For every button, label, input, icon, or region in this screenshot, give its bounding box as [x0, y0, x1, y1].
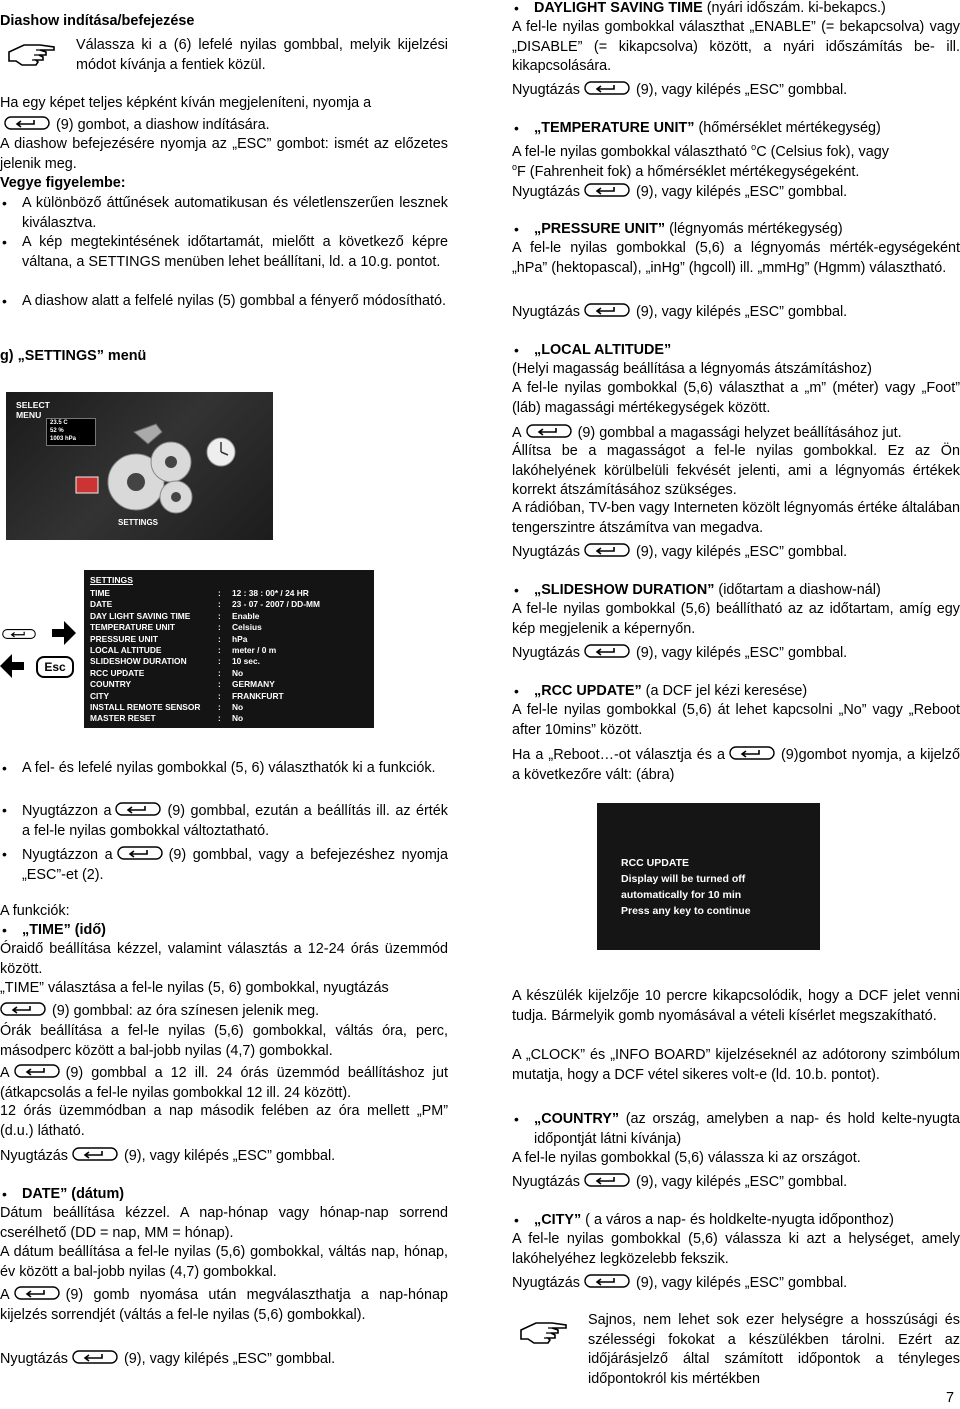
ok-button-icon	[14, 1063, 60, 1077]
bullet: •	[2, 760, 7, 776]
settings-table-screenshot	[84, 570, 374, 728]
altitude-p5: A rádióban, TV-ben vagy Interneten közölt légnyomás értéke általában tengerszintre átszámítva van megadva.	[512, 500, 960, 536]
date-p1: Dátum beállítása kézzel. A nap-hónap vagy hónap-nap sorrend cserélhető (DD = nap, MM = hónap).	[0, 1205, 448, 1241]
dst-text: A fel-le nyilas gombokkal választhat „ENABLE” (= bekapcsolva) vagy „DISABLE” (= kikapcsolva) között, a nyári időszámítás be- ill. kikapcsolására.	[512, 19, 960, 74]
settings-key: SLIDESHOW DURATION	[90, 656, 187, 667]
ok-button-icon	[584, 542, 630, 556]
functions-label: A funkciók:	[0, 903, 70, 919]
bullet: •	[514, 683, 519, 699]
select-menu-screenshot	[6, 392, 273, 540]
settings-colon: :	[218, 690, 221, 701]
ok-button-icon	[584, 643, 630, 657]
pressure-heading: „PRESSURE UNIT” (légnyomás mértékegység)	[534, 221, 843, 237]
settings-table-row	[90, 588, 370, 599]
bullet: •	[2, 922, 7, 938]
settings-colon: :	[218, 610, 221, 621]
settings-value: meter / 0 m	[232, 645, 277, 655]
ok-button-icon	[584, 1172, 630, 1186]
pressure-confirm: Nyugtázás (9), vagy kilépés „ESC” gombbal.	[512, 304, 848, 320]
altitude-p2: A fel-le nyilas gombokkal (5,6) választhat a „m” (méter) vagy „Foot” (láb) magassági mértékegységek között.	[512, 380, 960, 416]
bullet2-1: A fel- és lefelé nyilas gombokkal (5, 6) választhatók ki a funkciók.	[22, 760, 436, 776]
ok-button-icon	[584, 302, 630, 316]
settings-table-row	[90, 634, 370, 645]
settings-key: CITY	[90, 690, 110, 701]
settings-value: No	[232, 667, 244, 678]
settings-colon: :	[218, 713, 221, 724]
temp-p1: A fel-le nyilas gombokkal választható $^o$C (Celsius fok), vagy	[512, 142, 889, 160]
settings-table-row	[90, 622, 370, 633]
settings-value: No	[232, 702, 244, 712]
rcc-p1: A fel-le nyilas gombokkal (5,6) át lehet kapcsolni „No” vagy „Reboot after 10mins” között.	[512, 702, 960, 738]
ok-button-icon	[584, 182, 630, 196]
ok-button-icon	[729, 745, 775, 759]
settings-value: GERMANY	[232, 679, 275, 690]
hand-icon	[518, 1316, 570, 1353]
time-p2: „TIME” választása a fel-le nyilas (5, 6) gombokkal, nyugtázás	[0, 980, 389, 996]
settings-value: No	[232, 713, 244, 724]
page-number: 7	[946, 1390, 955, 1406]
bullet2-2: Nyugtázzon a (9) gombbal, ezután a beállítás ill. az érték a fel-le nyilas gombokkal változtatható.	[22, 803, 448, 839]
slideshow-heading: Diashow indítása/befejezése	[0, 13, 195, 29]
location-note: Sajnos, nem lehet sok ezer helységre a hosszúsági és szélességi fokokat a készülékben tárolni. Ezért az időjárásjelző által számított időpontok a tényleges időpontokról kis mértékben	[588, 1312, 960, 1387]
altitude-p3: A (9) gombbal a magassági helyzet beállításához jut.	[512, 425, 902, 441]
date-p3: A (9) gomb nyomása után megválaszthatja a nap-hónap kijelzés sorrendjét (váltás a fel-le nyilas (5,6) gombokkal).	[0, 1287, 448, 1323]
settings-colon: :	[218, 588, 221, 598]
settings-table-row	[90, 713, 370, 724]
note-bullet-3: A diashow alatt a felfelé nyilas (5) gombbal a fényerő módosítható.	[22, 293, 446, 309]
city-text: A fel-le nyilas gombokkal (5,6) válassza ki azt a helységet, amely lakóhelyéhez legközelebb fekszik.	[512, 1231, 960, 1267]
ok-button-icon	[0, 1001, 46, 1015]
settings-heading: g) „SETTINGS” menü	[0, 348, 147, 364]
temp-heading: „TEMPERATURE UNIT” (hőmérséklet mértékegység)	[534, 120, 881, 136]
settings-label: SETTINGS	[118, 518, 159, 527]
settings-value: 23 - 07 - 2007 / DD-MM	[232, 599, 320, 610]
settings-key: INSTALL REMOTE SENSOR	[90, 702, 201, 712]
note-title: Vegye figyelembe:	[0, 175, 126, 191]
settings-table-row	[90, 668, 370, 679]
settings-key: DAY LIGHT SAVING TIME	[90, 610, 191, 621]
settings-table-row	[90, 611, 370, 622]
city-confirm: Nyugtázás (9), vagy kilépés „ESC” gombbal.	[512, 1275, 848, 1291]
altitude-p4: Állítsa be a magasságot a fel-le nyilas gombokkal. Ez az Ön lakóhelyének körülbelüli fekvését jelenti, ami a légnyomás értékek korrekt átszámításához szükséges.	[512, 443, 960, 498]
altitude-confirm: Nyugtázás (9), vagy kilépés „ESC” gombbal.	[512, 544, 848, 560]
time-p4: Órák beállítása a fel-le nyilas (5,6) gombokkal, váltás óra, perc, másodperc között a bal-jobb nyilas (4,7) gombokkal.	[0, 1023, 448, 1059]
ok-button-icon	[2, 626, 36, 649]
ok-button-icon	[4, 115, 50, 129]
settings-colon: :	[218, 622, 221, 633]
country-heading: „COUNTRY” (az ország, amelyben a nap- és hold kelte-nyugta időpontját látni kívánja)	[534, 1111, 960, 1147]
settings-value: Enable	[232, 610, 260, 621]
settings-key: PRESSURE UNIT	[90, 633, 158, 644]
settings-value: 10 sec.	[232, 656, 260, 667]
gears-icon	[66, 422, 256, 522]
bullet: •	[514, 1212, 519, 1228]
ok-button-icon	[14, 1285, 60, 1299]
hand-icon	[6, 38, 58, 75]
settings-colon: :	[218, 599, 221, 610]
settings-key: DATE	[90, 599, 113, 610]
settings-colon: :	[218, 656, 221, 667]
settings-colon: :	[218, 667, 221, 678]
full-image-line	[0, 115, 270, 136]
country-text: A fel-le nyilas gombokkal (5,6) válassza ki az országot.	[512, 1150, 861, 1166]
settings-table-row	[90, 702, 370, 713]
settings-value: FRANKFURT	[232, 690, 284, 701]
bullet: •	[2, 234, 7, 250]
ok-button-icon	[526, 423, 572, 437]
settings-table-row	[90, 679, 370, 690]
bullet: •	[514, 120, 519, 136]
temp-p2: $^o$F (Fahrenheit fok) a hőmérséklet mértékegységeként.	[512, 162, 860, 180]
ok-button-icon	[115, 801, 161, 815]
bullet: •	[514, 221, 519, 237]
date-p2: A dátum beállítása a fel-le nyilas (5,6) gombokkal, váltás nap, hónap, év között a bal-jobb nyilas (4,7) gombokkal.	[0, 1244, 448, 1280]
country-confirm: Nyugtázás (9), vagy kilépés „ESC” gombbal.	[512, 1174, 848, 1190]
esc-key: Esc	[36, 656, 74, 678]
temp-confirm: Nyugtázás (9), vagy kilépés „ESC” gombbal.	[512, 184, 848, 200]
date-heading: DATE” (dátum)	[22, 1186, 125, 1202]
ok-button-icon	[72, 1349, 118, 1363]
rcc-update-screenshot	[597, 803, 820, 950]
note-bullet-2: A kép megtekintésének időtartamát, mielőtt a következő képre váltana, a SETTINGS menüben lehet beállítani, ld. a 10.g. pontot.	[22, 234, 448, 270]
bullet: •	[514, 0, 519, 16]
settings-key: TEMPERATURE UNIT	[90, 622, 175, 633]
settings-value: Celsius	[232, 622, 262, 633]
city-heading: „CITY” ( a város a nap- és holdkelte-nyugta időponthoz)	[534, 1212, 894, 1228]
ok-button-icon	[117, 845, 163, 859]
arrow-right-icon	[52, 620, 76, 653]
rcc-p4: A „CLOCK” és „INFO BOARD” kijelzéseknél az adótorony szimbólum mutatja, hogy a DCF vétel sikeres volt-e (ld. 10.b. pontot).	[512, 1047, 960, 1083]
settings-colon: :	[218, 702, 221, 712]
rcc-p2: Ha a „Reboot…-ot választja és a (9)gombot nyomja, a kijelző a következőre vált: (ábra)	[512, 747, 960, 783]
full-image-text-2: (9) gombot, a diashow indítására.	[56, 117, 270, 133]
settings-colon: :	[218, 645, 221, 655]
settings-key: COUNTRY	[90, 679, 132, 690]
slideshow-duration-text: A fel-le nyilas gombokkal (5,6) beállítható az az időtartam, amíg egy kép megjelenik a képernyőn.	[512, 601, 960, 637]
weather-readout: 23.5 C 52 % 1003 hPa	[46, 418, 96, 446]
esc-text: A diashow befejezésére nyomja az „ESC” gombot: ismét az előzetes jelenik meg.	[0, 136, 448, 172]
rcc-p3: A készülék kijelzője 10 percre kikapcsolódik, hogy a DCF jelet venni tudja. Bármelyik gomb nyomásával a vételi kísérlet megszakítható.	[512, 988, 960, 1024]
dst-confirm: Nyugtázás (9), vagy kilépés „ESC” gombbal.	[512, 82, 848, 98]
bullet: •	[514, 582, 519, 598]
bullet: •	[2, 802, 7, 818]
bullet: •	[2, 195, 7, 211]
altitude-p1: (Helyi magasság beállítása a légnyomás átszámításhoz)	[512, 361, 872, 377]
settings-value: 12 : 38 : 00* / 24 HR	[232, 588, 309, 598]
ok-button-icon	[584, 1273, 630, 1287]
full-image-text-1: Ha egy képet teljes képként kíván megjeleníteni, nyomja a	[0, 95, 372, 111]
settings-key: MASTER RESET	[90, 713, 156, 724]
settings-colon: :	[218, 679, 221, 690]
settings-table-title: SETTINGS	[90, 575, 133, 585]
settings-table-row	[90, 599, 370, 610]
slideshow-duration-confirm: Nyugtázás (9), vagy kilépés „ESC” gombbal.	[512, 645, 848, 661]
settings-table-row	[90, 656, 370, 667]
settings-value: hPa	[232, 633, 248, 644]
dst-heading: DAYLIGHT SAVING TIME (nyári időszám. ki-bekapcs.)	[534, 0, 886, 16]
bullet: •	[514, 342, 519, 358]
time-p5: A (9) gombbal a 12 ill. 24 órás üzemmód beállításhoz jut (átkapcsolás a fel-le nyilas gombokkal 12 ill. 24 között).	[0, 1065, 448, 1101]
bullet: •	[2, 293, 7, 309]
arrow-left-icon	[0, 653, 24, 686]
settings-colon: :	[218, 633, 221, 644]
bullet: •	[2, 846, 7, 862]
settings-key: LOCAL ALTITUDE	[90, 645, 162, 655]
settings-key: TIME	[90, 588, 111, 598]
slideshow-intro: Válassza ki a (6) lefelé nyilas gombbal, melyik kijelzési módot kívánja a fentiek közül.	[76, 37, 448, 73]
note-bullet-1: A különböző áttűnések automatikusan és véletlenszerűen lesznek kiválasztva.	[22, 195, 448, 231]
time-confirm: Nyugtázás (9), vagy kilépés „ESC” gombbal.	[0, 1148, 336, 1164]
altitude-heading: „LOCAL ALTITUDE”	[534, 342, 672, 358]
rcc-heading: „RCC UPDATE” (a DCF jel kézi keresése)	[534, 683, 808, 699]
date-confirm: Nyugtázás (9), vagy kilépés „ESC” gombbal.	[0, 1351, 336, 1367]
select-menu-label: SELECT MENU	[16, 400, 50, 420]
bullet: •	[514, 1111, 519, 1127]
bullet2-3: Nyugtázzon a (9) gombbal, vagy a befejezéshez nyomja „ESC”-et (2).	[22, 847, 449, 883]
settings-table-row	[90, 645, 370, 656]
slideshow-duration-heading: „SLIDESHOW DURATION” (időtartam a diashow-nál)	[534, 582, 881, 598]
time-p1: Óraidő beállítása kézzel, valamint választás a 12-24 órás üzemmód között.	[0, 941, 448, 977]
time-heading: „TIME” (idő)	[22, 922, 106, 938]
settings-table-row	[90, 691, 370, 702]
ok-button-icon	[584, 80, 630, 94]
pressure-text: A fel-le nyilas gombokkal (5,6) a légnyomás mérték-egységeként „hPa” (hektopascal), „inHg” (hgcoll) ill. „mmHg” (Hgmm) választható.	[512, 240, 960, 276]
ok-button-icon	[72, 1146, 118, 1160]
time-p6: 12 órás üzemmódban a nap második felében az óra mellett „PM” (d.u.) látható.	[0, 1103, 448, 1139]
settings-key: RCC UPDATE	[90, 667, 145, 678]
time-p3: (9) gombbal: az óra színesen jelenik meg.	[0, 1001, 319, 1022]
rcc-screen-text: RCC UPDATE Display will be turned off automatically for 10 min Press any key to continue	[621, 857, 751, 917]
bullet: •	[2, 1186, 7, 1202]
